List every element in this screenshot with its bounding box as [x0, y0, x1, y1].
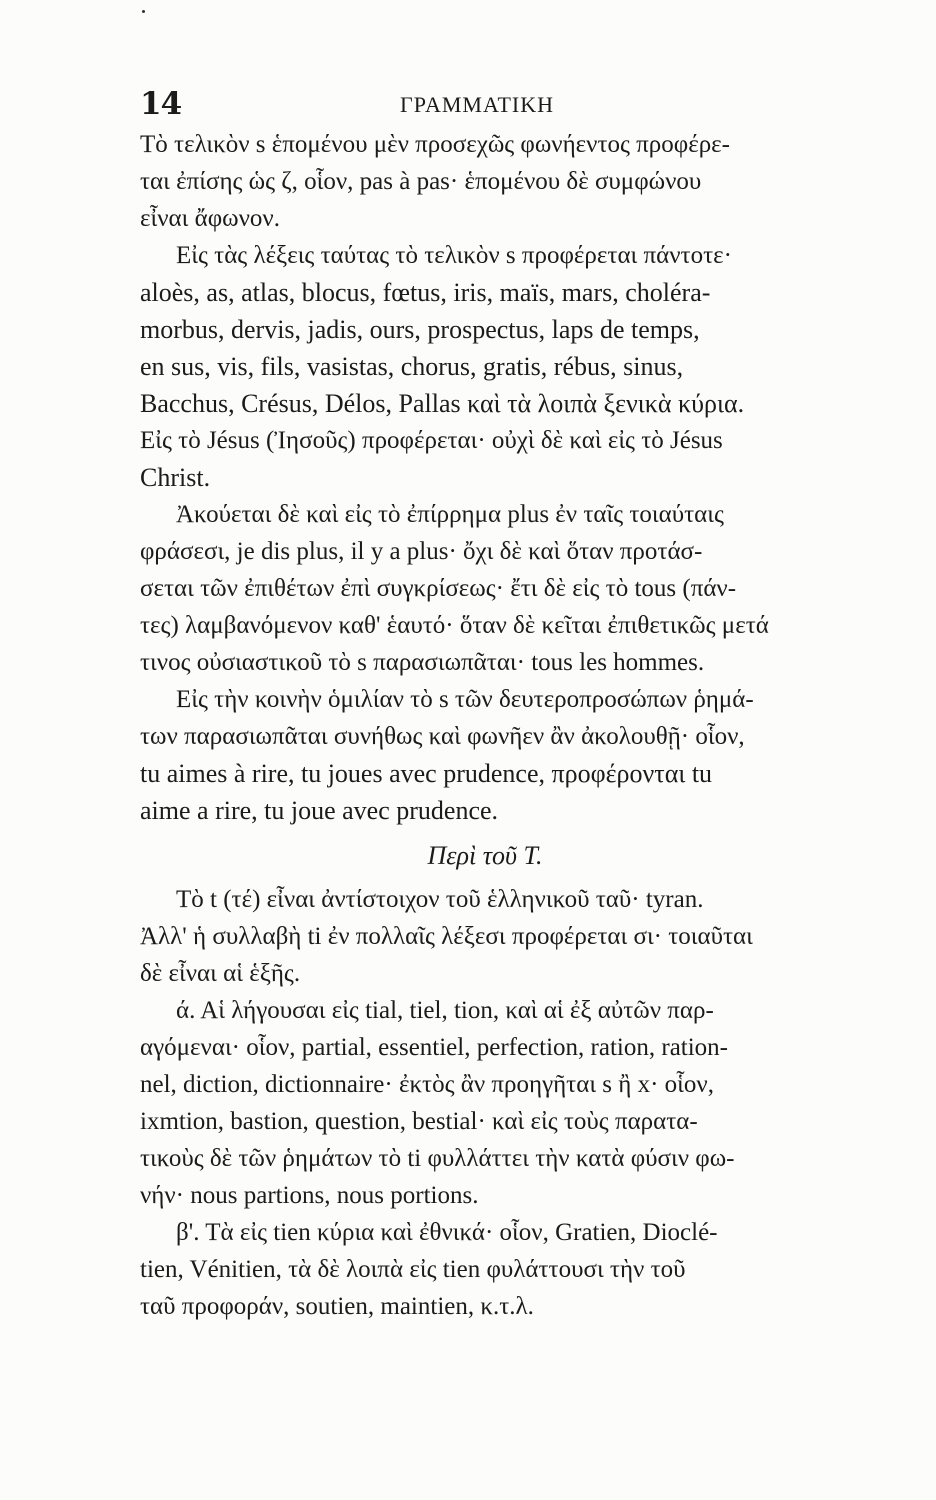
- text-line: nel, diction, dictionnaire· ἐκτὸς ἂν προηγῆται s ἢ x· οἷον,: [140, 1071, 714, 1098]
- text-line: τινος οὐσιαστικοῦ τὸ s παρασιωπᾶται· tous les hommes.: [140, 649, 705, 676]
- text-line: Εἰς τὴν κοινὴν ὁμιλίαν τὸ s τῶν δευτεροπροσώπων ῥημά-: [176, 686, 754, 713]
- text-line: Ἀλλ' ἡ συλλαβὴ ti ἐν πολλαῖς λέξεσι προφέρεται σι· τοιαῦται: [140, 923, 753, 950]
- text-line: των παρασιωπᾶται συνήθως καὶ φωνῆεν ἂν ἀκολουθῇ· οἷον,: [140, 723, 745, 750]
- text-line: Τὸ t (τέ) εἶναι ἀντίστοιχον τοῦ ἑλληνικοῦ ταῦ· tyran.: [176, 886, 704, 913]
- text-line: Εἰς τὸ Jésus (Ἰησοῦς) προφέρεται· οὐχὶ δὲ καὶ εἰς τὸ Jésus: [140, 427, 723, 454]
- text-line: aime a rire, tu joue avec prudence.: [140, 796, 499, 825]
- text-line: ixmtion, bastion, question, bestial· καὶ εἰς τοὺς παρατα-: [140, 1108, 698, 1135]
- page-number: 14: [140, 86, 182, 122]
- text-line: ά. Αἱ λήγουσαι εἰς tial, tiel, tion, καὶ αἱ ἐξ αὐτῶν παρ-: [176, 997, 714, 1024]
- page-body: [140, 126, 830, 1325]
- text-line: αγόμεναι· οἷον, partial, essentiel, perfection, ration, ration-: [140, 1034, 729, 1061]
- text-line: Τὸ τελικὸν s ἑπομένου μὲν προσεχῶς φωνήεντος προφέρε-: [140, 131, 731, 158]
- text-line: ται ἐπίσης ὡς ζ, οἷον, pas à pas· ἑπομένου δὲ συμφώνου: [140, 168, 702, 195]
- page-speck: [142, 10, 145, 13]
- text-line: tu aimes à rire, tu joues avec prudence, προφέρονται tu: [140, 759, 713, 788]
- text-line: Christ.: [140, 463, 211, 492]
- text-line: φράσεσι, je dis plus, il y a plus· ὄχι δὲ καὶ ὅταν προτάσ-: [140, 538, 703, 565]
- text-line: tien, Vénitien, τὰ δὲ λοιπὰ εἰς tien φυλάττουσι τὴν τοῦ: [140, 1256, 686, 1283]
- text-line: en sus, vis, fils, vasistas, chorus, gratis, rébus, sinus,: [140, 352, 684, 381]
- text-line: νήν· nous partions, nous portions.: [140, 1182, 479, 1209]
- text-line: τες) λαμβανόμενον καθ' ἑαυτό· ὅταν δὲ κεῖται ἐπιθετικῶς μετά: [140, 612, 769, 639]
- running-head: ΓΡΑΜΜΑΤΙΚΗ: [400, 92, 554, 117]
- text-line: Ἀκούεται δὲ καὶ εἰς τὸ ἐπίρρημα plus ἐν ταῖς τοιαύταις: [176, 501, 724, 528]
- page-header: [140, 86, 830, 126]
- text-line: ταῦ προφοράν, soutien, maintien, κ.τ.λ.: [140, 1293, 534, 1320]
- text-line: δὲ εἶναι αἱ ἑξῆς.: [140, 960, 301, 987]
- text-line: σεται τῶν ἐπιθέτων ἐπὶ συγκρίσεως· ἔτι δὲ εἰς τὸ tous (πάν-: [140, 575, 737, 602]
- text-line: Εἰς τὰς λέξεις ταύτας τὸ τελικὸν s προφέρεται πάντοτε·: [176, 242, 732, 269]
- text-line: aloès, as, atlas, blocus, fœtus, iris, maïs, mars, choléra-: [140, 278, 711, 307]
- section-heading: Περὶ τοῦ T.: [427, 841, 543, 870]
- text-line: Bacchus, Crésus, Délos, Pallas καὶ τὰ λοιπὰ ξενικὰ κύρια.: [140, 389, 745, 418]
- text-line: εἶναι ἄφωνον.: [140, 205, 280, 232]
- text-line: β'. Τὰ εἰς tien κύρια καὶ ἐθνικά· οἷον, Gratien, Dioclé-: [176, 1219, 718, 1246]
- text-line: τικοὺς δὲ τῶν ῥημάτων τὸ ti φυλλάττει τὴν κατὰ φύσιν φω-: [140, 1145, 735, 1172]
- text-line: morbus, dervis, jadis, ours, prospectus, laps de temps,: [140, 315, 700, 344]
